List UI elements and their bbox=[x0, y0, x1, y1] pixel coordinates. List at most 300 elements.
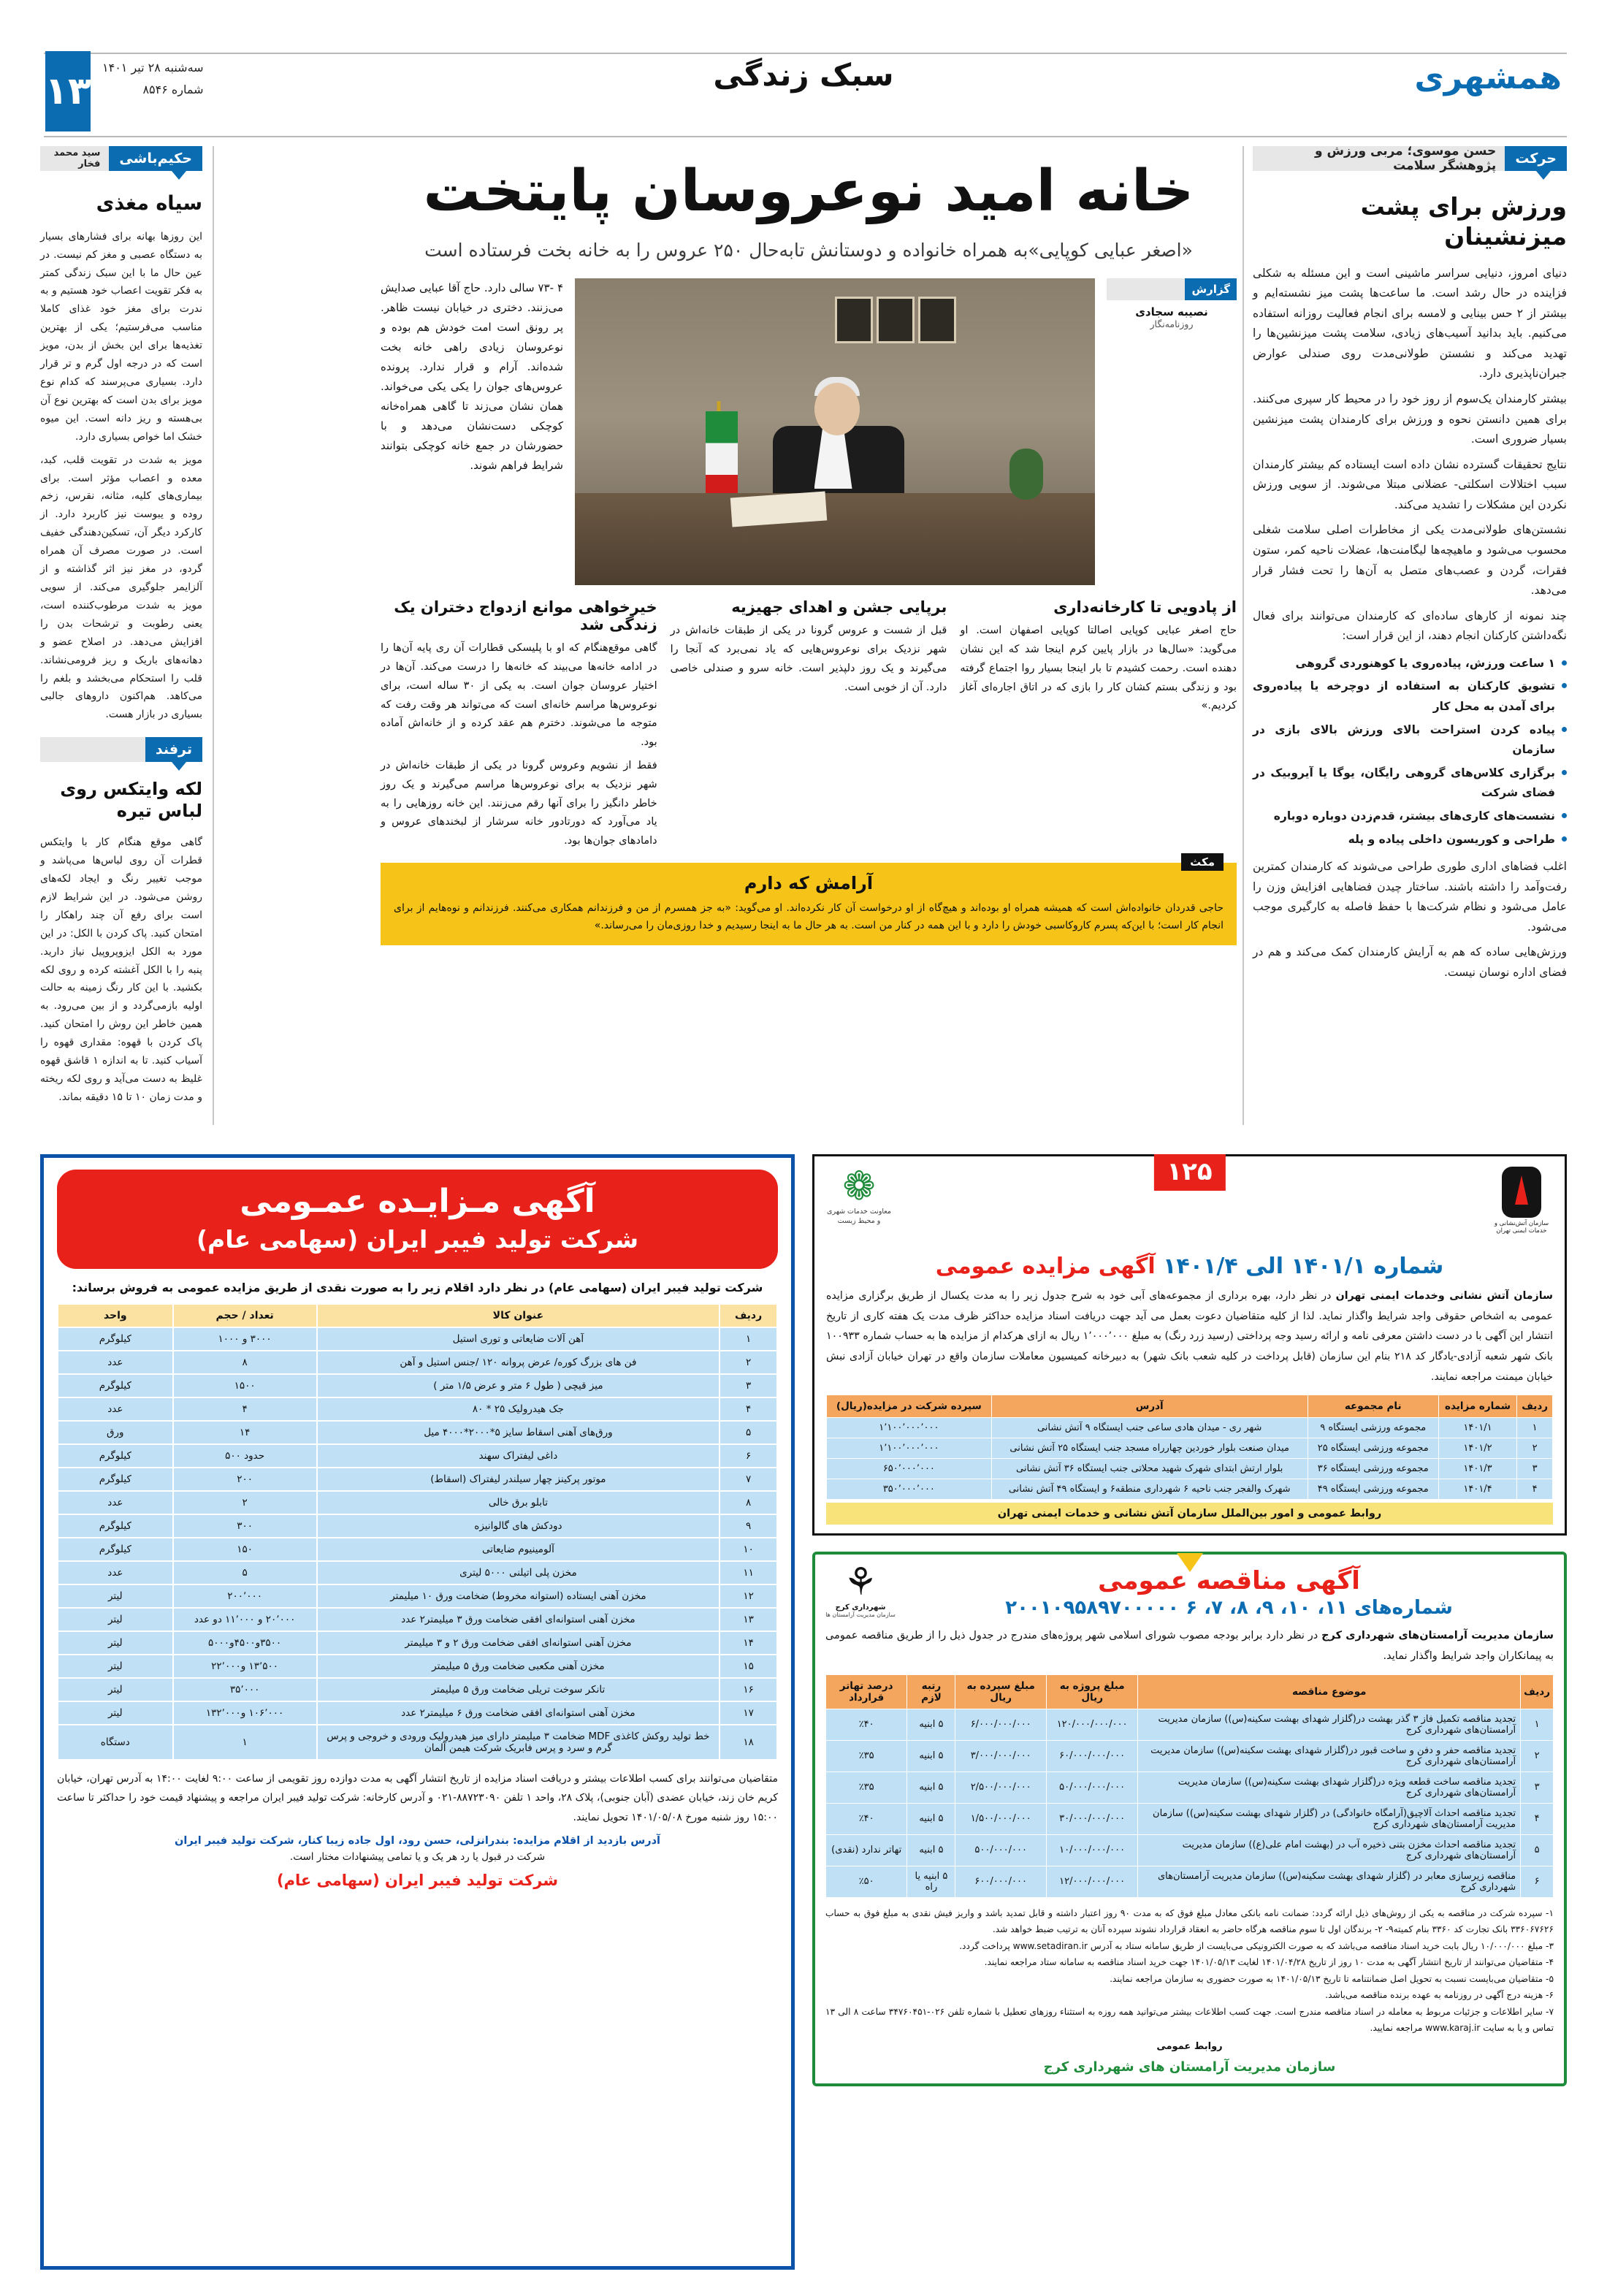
municipality-emblem-icon: ❁ bbox=[842, 1163, 876, 1209]
cell-qty: ۳۵۰۰و۴۵۰۰و۵۰۰۰ bbox=[173, 1631, 317, 1655]
cell-deposit: ۳۵۰٬۰۰۰٬۰۰۰ bbox=[827, 1479, 992, 1500]
cell-qty: ۱۵۰۰ bbox=[173, 1374, 317, 1397]
subsection-body: گاهی موقع‌هنگام که او با پلیسکی قطارات آن ری پایه آن‌ها را در ادامه خانه‌ها می‌بیند که خانه‌ها را درست می‌کند. آن‌ها در اختیار عروسان جوان است. به یکی از ۳۰ ساله است، برای نوعروس‌ها مراسم خانه‌ای است که می‌تواند هر وقت رفت که متوجه ما می‌شوند. دخترم هم عقد کرده و از خانه‌اش آماده بود. bbox=[380, 642, 657, 749]
cell-row: ۴ bbox=[1521, 1803, 1554, 1834]
cell-rank: ۵ ابنیه bbox=[907, 1709, 955, 1740]
cell-qty: ۴ bbox=[173, 1397, 317, 1421]
column-divider-right bbox=[1243, 146, 1244, 1125]
cell-unit: لیتر bbox=[58, 1608, 173, 1631]
table-row bbox=[58, 1421, 777, 1444]
kicker-spacer bbox=[40, 737, 145, 762]
table-row bbox=[58, 1327, 777, 1351]
cell-goods: مخزن پلی اتیلنی ۵۰۰۰ لیتری bbox=[317, 1561, 720, 1584]
person-head bbox=[814, 383, 860, 435]
ad-karaj-numbers: شماره‌های ۱۱، ۱۰، ۹، ۸، ۷، ۶ ۲۰۰۱۰۹۵۸۹۷۰۰۰۰۰ bbox=[1005, 1597, 1453, 1620]
cell-row: ۱۵ bbox=[719, 1655, 777, 1678]
pull-quote-box bbox=[381, 855, 1237, 945]
table-header-row bbox=[58, 1304, 777, 1327]
karaj-logo-caption: شهرداری کرج bbox=[835, 1603, 886, 1612]
table-row bbox=[58, 1514, 777, 1538]
col-goods-title: عنوان کالا bbox=[317, 1304, 720, 1327]
cell-goods: فن های بزرگ کوره/ عرض پروانه ۱۲۰ /جنس استیل و آهن bbox=[317, 1351, 720, 1374]
tips-list bbox=[1253, 654, 1567, 850]
cell-rank: ۵ ابنیه bbox=[907, 1803, 955, 1834]
subsection-title: برپایی جشن و اهدای جهیزیه bbox=[731, 598, 947, 617]
cell-unit: عدد bbox=[58, 1561, 173, 1584]
cell-deposit: ۶۵۰٬۰۰۰٬۰۰۰ bbox=[827, 1459, 992, 1479]
ad-fire-footer: روابط عمومی و امور بین‌الملل سازمان آتش نشانی و خدمات ایمنی تهران bbox=[826, 1503, 1553, 1525]
col-barter-percent: درصد تهاتر قرارداد bbox=[826, 1674, 907, 1709]
subsection-body: قبل از شست و عروس گرونا در یکی از طبقات خانه‌اش در شهر نزدیک برای نوعروس‌هایی که یاد نمی‌برد که آنجا را می‌گیرند و یک روز دلپذیر است. خانه سرو و صندلی خاصی دارد. آن از خوبی است. bbox=[670, 625, 947, 693]
section-title bbox=[713, 57, 893, 93]
ad-karaj-header bbox=[825, 1560, 1554, 1626]
cell-unit: عدد bbox=[58, 1351, 173, 1374]
cell-qty: ۸ bbox=[173, 1351, 317, 1374]
cell-qty: ۱۰۶٬۰۰۰ و۱۳۲٬۰۰۰ bbox=[173, 1701, 317, 1725]
cell-qty: ۱۳٬۵۰۰ و۲۲٬۰۰۰ bbox=[173, 1655, 317, 1678]
cell-row: ۴ bbox=[719, 1397, 777, 1421]
ad-karaj-org: سازمان مدیریت آرامستان‌های شهرداری کرج bbox=[1321, 1630, 1554, 1642]
cell-goods: داغی لیفتراک سهند bbox=[317, 1444, 720, 1468]
cell-unit: لیتر bbox=[58, 1631, 173, 1655]
list-item: نشست‌های کاری‌های بیشتر، قدم‌زدن دوباره دوباره bbox=[1253, 806, 1567, 827]
table-row bbox=[827, 1459, 1553, 1479]
cell-unit: کیلوگرم bbox=[58, 1468, 173, 1491]
col-auction-number: شماره مزایده bbox=[1438, 1395, 1517, 1418]
cell-number: ۱۴۰۱/۳ bbox=[1438, 1459, 1517, 1479]
paragraph: بیشتر کارمندان یک‌سوم از روز خود را در محیط کار سپری می‌کنند. برای همین دانستن نحوه و ورزش برای کارمندان پشت میزنشین بسیار ضروری است. bbox=[1253, 392, 1567, 446]
fire-logo-caption: سازمان آتش‌نشانی و خدمات ایمنی تهران bbox=[1494, 1220, 1549, 1235]
byline-block bbox=[1107, 278, 1237, 329]
cell-goods: میز قیچی ( طول ۶ متر و عرض ۱/۵ متر ) bbox=[317, 1374, 720, 1397]
masthead bbox=[0, 47, 1607, 134]
fiber-banner-line2: شرکت تولید فیبر ایران (سهامی عام) bbox=[196, 1225, 639, 1254]
ad-karaj-tender[interactable] bbox=[812, 1552, 1567, 2086]
pull-quote-tag: مکث bbox=[1181, 853, 1224, 871]
cell-goods: دودکش های گالوانیزه bbox=[317, 1514, 720, 1538]
table-row bbox=[58, 1655, 777, 1678]
table-row bbox=[58, 1584, 777, 1608]
cell-qty: ۲۰۰ bbox=[173, 1468, 317, 1491]
cell-unit: دستگاه bbox=[58, 1725, 173, 1760]
cell-percent: ٪۴۰ bbox=[826, 1803, 907, 1834]
article-title-nutrition: سیاه مغذی bbox=[96, 192, 202, 215]
cell-row: ۵ bbox=[1521, 1834, 1554, 1866]
cell-percent: ٪۳۵ bbox=[826, 1740, 907, 1771]
cell-percent: ٪۵۰ bbox=[826, 1866, 907, 1897]
cell-row: ۴ bbox=[1517, 1479, 1553, 1500]
cell-row: ۷ bbox=[719, 1468, 777, 1491]
fiber-banner bbox=[57, 1170, 778, 1269]
cell-qty: ۲ bbox=[173, 1491, 317, 1514]
karaj-tender-table bbox=[825, 1674, 1554, 1898]
fire-auction-table bbox=[826, 1395, 1553, 1500]
ad-fire-title-number: شماره ۱۴۰۱/۱ الی ۱۴۰۱/۴ bbox=[1163, 1254, 1444, 1279]
cell-unit: ورق bbox=[58, 1421, 173, 1444]
cell-goods: مخزن آهنی استوانه‌ای افقی ضخامت ورق ۶ میلیمتر۲ عدد bbox=[317, 1701, 720, 1725]
flame-icon bbox=[1502, 1167, 1541, 1218]
note: ۱- سپرده شرکت در مناقصه به یکی از روش‌های ذیل ارائه گردد: ضمانت نامه بانکی معادل مبلغ فوق که به مدت ۹۰ روز اعتبار داشته و قابل تمدید باشد و واریز فیش نقدی به مبلغ فوق به حساب ۳۳۶۰۶۷۶۲۶ بانک تجارت کد ۳۳۶۰ بنام کمیته۹- ۲- برندگان اول تا سوم مناقصه هرگاه حاضر به انعقاد قرارداد نشوند سپرده آنان به ترتیب ضبط خواهد شد. bbox=[825, 1907, 1554, 1935]
pull-quote-title: آرامش که دارم bbox=[744, 872, 874, 893]
list-item: تشویق کارکنان به استفاده از دوچرخه یا پیاده‌روی برای آمدن به محل کار bbox=[1253, 676, 1567, 717]
cell-deposit: ۱٬۱۰۰٬۰۰۰٬۰۰۰ bbox=[827, 1438, 992, 1459]
cell-subject: تجدید مناقصه ساخت قطعه ویژه در(گلزار شهدای بهشت سکینه(س)) سازمان مدیریت آرامستان‌های شهرداری کرج bbox=[1138, 1771, 1521, 1803]
section-title-text: سبک زندگی bbox=[713, 57, 894, 93]
cell-qty: ۲۰٬۰۰۰ و ۱۱٬۰۰۰ دو عدد bbox=[173, 1608, 317, 1631]
classified-ads-area bbox=[40, 1154, 1567, 2270]
subsection-3 bbox=[960, 598, 1237, 851]
cell-qty: ۳۰۰۰ و ۱۰۰۰ bbox=[173, 1327, 317, 1351]
fiber-goods-table bbox=[57, 1303, 778, 1761]
issue-info bbox=[102, 57, 204, 102]
cell-row: ۸ bbox=[719, 1491, 777, 1514]
table-row bbox=[58, 1397, 777, 1421]
col-rank: رتبه لازم bbox=[907, 1674, 955, 1709]
cell-row: ۱۲ bbox=[719, 1584, 777, 1608]
table-row bbox=[827, 1438, 1553, 1459]
karaj-municipality-logo bbox=[825, 1560, 896, 1619]
fiber-visit-address: آدرس بازدید از اقلام مزایده: بندرانزلی، حسن رود، اول جاده زیبا کنار، شرکت تولید فیبر ایران bbox=[175, 1834, 660, 1847]
paragraph: نتایج تحقیقات گسترده نشان داده است ایستاده کم بیشتر کارمندان سبب اختلالات اسکلتی- عضلانی مبتلا می‌شوند. از سویی ورزش نکردن این مشکلات را تشدید می‌کند. bbox=[1253, 457, 1567, 511]
table-row bbox=[58, 1631, 777, 1655]
cell-qty: ۱ bbox=[173, 1725, 317, 1760]
cell-address: میدان صنعت بلوار خوردین چهارراه مسجد جنب ایستگاه ۲۵ آتش نشانی bbox=[991, 1438, 1308, 1459]
col-row: ردیف bbox=[719, 1304, 777, 1327]
note: ۷- سایر اطلاعات و جزئیات مربوط به معامله در اسناد مناقصه مندرج است. جهت کسب اطلاعات بیشتر می‌توانید همه روزه به استثناء روزهای تعطیل با شماره تلفن ۰۲۶-۳۴۷۶۰۴۵۱ ساعت ۸ الی ۱۳ تماس و یا به سایت www.karaj.ir مراجعه نمایید. bbox=[825, 2006, 1554, 2034]
kicker-tag-label: ترفند bbox=[145, 737, 202, 762]
paragraph: نشستن‌های طولانی‌مدت یکی از مخاطرات اصلی سلامت شغلی محسوب می‌شود و ماهیچه‌ها لیگامنت‌ها، عضلات ناحیه کمر، ستون فقرات، گردن و عصب‌های متصل به آن‌ها را تحت فشار قرار می‌دهد. bbox=[1253, 523, 1567, 598]
cell-row: ۱۰ bbox=[719, 1538, 777, 1561]
cell-qty: حدود ۵۰۰ bbox=[173, 1444, 317, 1468]
cell-goods: مخزن آهنی ایستاده (استوانه مخروط) ضخامت ورق ۱۰ میلیمتر bbox=[317, 1584, 720, 1608]
newspaper-logo: همشهری bbox=[1414, 59, 1562, 96]
cell-row: ۲ bbox=[719, 1351, 777, 1374]
masthead-rule-bottom bbox=[44, 136, 1567, 137]
cell-name: مجموعه ورزشی ایستگاه ۹ bbox=[1308, 1418, 1438, 1438]
cell-unit: عدد bbox=[58, 1397, 173, 1421]
cell-deposit: ۲/۵۰۰/۰۰۰/۰۰۰ bbox=[955, 1771, 1046, 1803]
kicker-tag-label: حرکت bbox=[1505, 146, 1567, 171]
table-row bbox=[58, 1561, 777, 1584]
list-item: پیاده کردن استراحت بالای ورزش بالای بازی در سازمان bbox=[1253, 720, 1567, 760]
cell-project: ۱۲/۰۰۰/۰۰۰/۰۰۰ bbox=[1046, 1866, 1138, 1897]
reporter-name: نصیبه سجادی bbox=[1135, 305, 1208, 319]
fiber-note: متقاضیان می‌توانند برای کسب اطلاعات بیشتر و دریافت اسناد مزایده از تاریخ انتشار آگهی به مدت دوازده روز تقویمی از ساعت ۹:۰۰ لغایت ۱۴:۰۰ به آدرس تهران، خیابان کریم خان زند، خیابان عضدی (آبان جنوبی)، پلاک ۲۸، واحد ۱ تلفن ۸۸۷۲۳۰۹۰-۰۲۱ و آدرس کارخانه: شرکت تولید فیبر ایران مراجعه و پیشنهاد قیمت خود را حداکثر تا ساعت ۱۵:۰۰ روز شنبه مورخ ۱۴۰۱/۰۵/۰۸ تحویل نمایند. bbox=[57, 1772, 778, 1824]
cell-goods: جک هیدرولیک ۲۵ * ۸۰ bbox=[317, 1397, 720, 1421]
trick-title: لکه وایتکس روی لباس تیره bbox=[60, 779, 202, 822]
cell-subject: تجدید مناقصه حفر و دفن و ساخت قبور در(گلزار شهدای بهشت سکینه(س)) سازمان مدیریت آرامستان‌های شهرداری کرج bbox=[1138, 1740, 1521, 1771]
table-header-row bbox=[826, 1674, 1554, 1709]
byline-tag-spacer bbox=[1107, 278, 1185, 300]
cell-row: ۲ bbox=[1521, 1740, 1554, 1771]
cell-qty: ۳۵٬۰۰۰ bbox=[173, 1678, 317, 1701]
table-row bbox=[58, 1725, 777, 1760]
cell-goods: تابلو برق خالی bbox=[317, 1491, 720, 1514]
subsection-body-2: فقط از نشویم وعروس گرونا در یکی از طبقات خانه‌اش در شهر نزدیک به برای نوعروس‌ها مراسم می‌گیرند و یک روز خاطر دانگیز را برای آنها رقم می‌زنند. این خانه روزهایی را به یاد می‌آورد که دورتادور خانه سرشار از لبخندهای عروس و دامادهای جوان‌ها بود. bbox=[380, 759, 657, 847]
col-subject: موضوع مناقصه bbox=[1138, 1674, 1521, 1709]
kicker-movement bbox=[1253, 146, 1567, 171]
cell-unit: کیلوگرم bbox=[58, 1374, 173, 1397]
cell-number: ۱۴۰۱/۱ bbox=[1438, 1418, 1517, 1438]
article-title-sport: ورزش برای پشت میزنشینان bbox=[1360, 192, 1567, 251]
cell-rank: ۵ ابنیه bbox=[907, 1834, 955, 1866]
cell-qty: ۲۰۰٬۰۰۰ bbox=[173, 1584, 317, 1608]
fiber-lead-text: شرکت تولید فیبر ایران (سهامی عام) در نظر دارد اقلام زیر را به صورت نقدی از طریق مزایده عمومی به فروش برساند: bbox=[72, 1280, 763, 1294]
col-deposit-amount: مبلغ سپرده به ریال bbox=[955, 1674, 1046, 1709]
ad-fire-body: در نظر دارد، بهره برداری از مجموعه‌های آبی خود به شرح جدول زیر را به مدت یکسال از طریق برگزاری مزایده عمومی به اشخاص حقوقی واجد شرایط واگذار نماید. لذا از کلیه متقاضیان دعوت بعمل می آید جهت دریافت اسناد مزایده حداکثر ظرف مدت یک هفته کاری از تاریخ انتشار این آگهی با در دست داشتن معرفی نامه و ارائه رسید وجه پرداختی (رسید زرد رنگ) به مبلغ ۱٬۰۰۰٬۰۰۰ ریال به ازای هرکدام از مزایده ها به حساب شماره ۱۰۰۹۳۳ بانک شهر شعبه آزادی-یادگار کد ۲۱۸ بنام این سازمان (قابل پرداخت در کلیه شعب بانک شهر) به دبیرخانه کمیسیون معاملات سازمان واقع در تهران خیابان آزادی نبش خیابان میمنت مراجعه نمایند. bbox=[826, 1290, 1554, 1383]
table-row bbox=[58, 1374, 777, 1397]
paragraph: این روزها بهانه برای فشارهای بسیار به دستگاه عصبی و مغز کم نیست. در عین حال ما با این سبک زندگی کمتر به فکر تقویت اعصاب خود هستیم و به ندرت برای مغز خود غذای کاملا مناسب می‌فرستیم؛ یکی از بهترین تغذیه‌ها برای این بخش از بدن، مویز است که در درجه اول گرم و تر قرار دارد. بسیاری می‌پرسند که کدام نوع مویز برای بدن است که بهترین نوع آن بی‌هسته و ریز دانه است. این میوه خشک اما خواص بسیاری دارد. bbox=[40, 230, 202, 443]
column-main-article bbox=[381, 146, 1237, 1125]
cell-subject: تجدید مناقصه تکمیل فاز ۳ گذر بهشت در(گلزار شهدای بهشت سکینه(س)) سازمان مدیریت آرامستان‌های شهرداری کرج bbox=[1138, 1709, 1521, 1740]
note: ۴- متقاضیان می‌توانند از تاریخ انتشار آگهی به مدت ۱۰ روز از تاریخ ۱۴۰۱/۰۴/۲۸ لغایت ۱۴۰۱/۰۵/۱۳ جهت خرید اسناد مناقصه به سامانه ستاد مراجعه نمایند. bbox=[984, 1957, 1554, 1968]
municipality-logo-caption: معاونت خدمات شهری و محیط زیست bbox=[827, 1208, 891, 1225]
cell-deposit: ۱٬۱۰۰٬۰۰۰٬۰۰۰ bbox=[827, 1418, 992, 1438]
cell-qty: ۱۵۰ bbox=[173, 1538, 317, 1561]
cell-address: بلوار ارتش ابتدای شهرک شهید محلاتی جنب ایستگاه ۳۶ آتش نشانی bbox=[991, 1459, 1308, 1479]
tehran-municipality-logo bbox=[826, 1163, 892, 1227]
cell-subject: مناقصه زیرسازی معابر در (گلزار شهدای بهشت سکینه(س)) سازمان مدیریت آرامستان‌های شهرداری کرج bbox=[1138, 1866, 1521, 1897]
kicker-byline: سید محمد فخار bbox=[53, 148, 101, 169]
cell-project: ۱۲۰/۰۰۰/۰۰۰/۰۰۰ bbox=[1046, 1709, 1138, 1740]
note: ۳- مبلغ ۱۰/۰۰۰/۰۰۰ ریال بابت خرید اسناد مناقصه می‌باشد که به صورت الکترونیکی می‌بایست از طریق سامانه ستاد به آدرس www.setadiran.ir پرداخت گردد. bbox=[959, 1940, 1554, 1951]
ad-karaj-paragraph bbox=[825, 1626, 1554, 1666]
cell-row: ۱ bbox=[1517, 1418, 1553, 1438]
photo-frame-2 bbox=[877, 297, 915, 343]
table-row bbox=[58, 1678, 777, 1701]
col-deposit: سپرده شرکت در مزایده(ریال) bbox=[827, 1395, 992, 1418]
cell-goods: مخزن آهنی استوانه‌ای افقی ضخامت ورق ۳ میلیمتر۲ عدد bbox=[317, 1608, 720, 1631]
cell-row: ۱ bbox=[719, 1327, 777, 1351]
cell-qty: ۱۴ bbox=[173, 1421, 317, 1444]
cell-row: ۱۱ bbox=[719, 1561, 777, 1584]
issue-date: سه‌شنبه ۲۸ تیر ۱۴۰۱ bbox=[102, 61, 204, 75]
masthead-rule-top bbox=[44, 53, 1567, 54]
cell-deposit: ۱/۵۰۰/۰۰۰/۰۰۰ bbox=[955, 1803, 1046, 1834]
ad-fiber-iran-auction[interactable] bbox=[40, 1154, 795, 2270]
cell-row: ۱۷ bbox=[719, 1701, 777, 1725]
subsection-1 bbox=[381, 598, 657, 851]
photo-frame-1 bbox=[835, 297, 873, 343]
cell-deposit: ۶۰۰/۰۰۰/۰۰۰ bbox=[955, 1866, 1046, 1897]
article-body-nutrition bbox=[40, 228, 202, 724]
subsection-body: حاج اصغر عبایی کوپایی اصالتا کوپایی اصفهان است. او می‌گوید: «سال‌ها در بازار پایین کرم اینجا شد که این نشان دهنده است. رحمت کشیدم تا بار اینجا بسیار روا اجتماع گرفته بود و زندگی بستم کشان کار را بازی که در اتاق اجاره‌ای آغاز کردیم.» bbox=[960, 625, 1237, 712]
ads-left-stack bbox=[40, 1154, 795, 2270]
ad-karaj-signature: سازمان مدیریت آرامستان های شهرداری کرج bbox=[1043, 2059, 1336, 2075]
table-row bbox=[58, 1538, 777, 1561]
cell-unit: عدد bbox=[58, 1491, 173, 1514]
cell-row: ۳ bbox=[1517, 1459, 1553, 1479]
table-row bbox=[827, 1418, 1553, 1438]
cell-rank: ۵ ابنیه bbox=[907, 1740, 955, 1771]
pull-quote-body: حاجی قدردان خانواده‌اش است که همیشه همراه او بوده‌اند و هیچ‌گاه از او درخواست آن کار نکرده‌اند. او می‌گوید: «به جز همسرم از من و فرزندانم همکاری می‌کنند. فرزندانم و نوه‌هایم از برای انجام کار است؛ با این‌که پسرم کاروکاسبی خودش را دارد و با این همه در کنار من است. به هر حال ما به اینجا رسیدیم و خدا روزی‌مان را می‌رساند.» bbox=[394, 901, 1224, 932]
cell-rank: ۵ ابنیه یا راه bbox=[907, 1866, 955, 1897]
photo-frame-3 bbox=[918, 297, 956, 343]
page-number: ۱۳ bbox=[45, 51, 91, 131]
editorial-area bbox=[40, 146, 1567, 1125]
cell-unit: کیلوگرم bbox=[58, 1538, 173, 1561]
cell-goods: موتور پرکینز چهار سیلندر لیفتراک (اسقاط) bbox=[317, 1468, 720, 1491]
cell-subject: تجدید مناقصه احداث مخزن بتنی ذخیره آب در (بهشت امام علی(ع)) سازمان مدیریت آرامستان‌های شهرداری کرج bbox=[1138, 1834, 1521, 1866]
tower-emblem-icon: ⚘ bbox=[843, 1560, 878, 1605]
cell-row: ۹ bbox=[719, 1514, 777, 1538]
col-complex-name: نام مجموعه bbox=[1308, 1395, 1438, 1418]
yellow-arrow-icon bbox=[1177, 1553, 1203, 1572]
trick-body bbox=[40, 834, 202, 1107]
fiber-banner-line1: آگهی مـزایـده عمـومی bbox=[240, 1183, 595, 1220]
cell-project: ۵۰/۰۰۰/۰۰۰/۰۰۰ bbox=[1046, 1771, 1138, 1803]
table-row bbox=[826, 1803, 1554, 1834]
cell-name: مجموعه ورزشی ایستگاه ۴۹ bbox=[1308, 1479, 1438, 1500]
subsection-columns bbox=[381, 598, 1237, 851]
cell-row: ۱۶ bbox=[719, 1678, 777, 1701]
hero-block bbox=[381, 278, 1237, 585]
paragraph: مویز به شدت در تقویت قلب، کبد، معده و اعصاب مؤثر است. برای بیماری‌های کلیه، مثانه، نقرس، زخم روده و یبوست نیز کاربرد دارد. از کارکرد دیگر آن، تسکین‌دهندگی خفیف است. در صورت مصرف آن همراه گردو، در مغز نیز اثر گذاشته و از آلزایمر جلوگیری می‌کند. از سویی مویز به شدت مرطوب‌کننده است، یعنی رطوبت و ترشحات بدن را افزایش می‌دهد. در اصلاح عضو و دهانه‌های باریک و ریز فرومی‌نشاند. قلب را استحکام می‌بخشد و بلغم را می‌کاهد. هم‌اکنون داروهای جالبی بسیاری در بازار هست. bbox=[40, 454, 202, 721]
fire-department-logo bbox=[1490, 1167, 1553, 1235]
cell-row: ۳ bbox=[1521, 1771, 1554, 1803]
cell-deposit: ۳/۰۰۰/۰۰۰/۰۰۰ bbox=[955, 1740, 1046, 1771]
article-body-sport bbox=[1253, 264, 1567, 983]
cell-row: ۱۴ bbox=[719, 1631, 777, 1655]
cell-unit: لیتر bbox=[58, 1584, 173, 1608]
table-row bbox=[58, 1491, 777, 1514]
table-row bbox=[827, 1479, 1553, 1500]
kicker-byline: حسن موسوی؛ مربی ورزش و پژوهشگر سلامت bbox=[1315, 144, 1497, 173]
ad-karaj-body: در نظر دارد برابر بودجه مصوب شورای اسلامی شهر پروژه‌های مندرج در جدول ذیل را از طریق مناقصه عمومی به پیمانکاران واجد شرایط واگذار نماید. bbox=[825, 1630, 1554, 1662]
table-row bbox=[58, 1701, 777, 1725]
cell-deposit: ۵۰۰/۰۰۰/۰۰۰ bbox=[955, 1834, 1046, 1866]
table-row bbox=[826, 1866, 1554, 1897]
cell-project: ۳۰/۰۰۰/۰۰۰/۰۰۰ bbox=[1046, 1803, 1138, 1834]
col-unit: واحد bbox=[58, 1304, 173, 1327]
ad-karaj-notes bbox=[825, 1905, 1554, 2037]
list-item: طراحی و کوریسون داخلی پیاده و پله bbox=[1253, 830, 1567, 850]
desk bbox=[575, 493, 1095, 585]
emergency-125-badge: ۱۲۵ bbox=[1153, 1154, 1225, 1191]
cell-qty: ۳۰۰ bbox=[173, 1514, 317, 1538]
cell-unit: کیلوگرم bbox=[58, 1514, 173, 1538]
ad-fire-title bbox=[826, 1254, 1553, 1279]
reporter-role: روزنامه‌نگار bbox=[1150, 319, 1194, 330]
byline-tag-label: گزارش bbox=[1185, 278, 1237, 300]
cell-goods: آلومینیوم ضایعاتی bbox=[317, 1538, 720, 1561]
cell-unit: لیتر bbox=[58, 1678, 173, 1701]
article-subtitle: «اصغر عبایی کوپایی»به همراه خانواده و دوستانش تابه‌حال ۲۵۰ عروس را به خانه بخت فرستاده است bbox=[424, 239, 1193, 261]
fiber-goods-body bbox=[58, 1327, 777, 1760]
fiber-terms: شرکت در قبول یا رد هر یک و یا تمامی پیشنهادات مختار است. bbox=[289, 1850, 546, 1863]
cell-row: ۱ bbox=[1521, 1709, 1554, 1740]
cell-row: ۶ bbox=[719, 1444, 777, 1468]
cell-row: ۱۸ bbox=[719, 1725, 777, 1760]
kicker-trick bbox=[40, 737, 202, 762]
table-row bbox=[826, 1709, 1554, 1740]
cell-project: ۶۰/۰۰۰/۰۰۰/۰۰۰ bbox=[1046, 1740, 1138, 1771]
table-row bbox=[58, 1608, 777, 1631]
cell-number: ۱۴۰۱/۴ bbox=[1438, 1479, 1517, 1500]
page-title: خانه امید نوعروسان پایتخت bbox=[423, 159, 1194, 224]
cell-unit: کیلوگرم bbox=[58, 1327, 173, 1351]
cell-address: شهرک والفجر جنب ناحیه ۶ شهرداری منطقه۶ و ایستگاه ۴۹ آتش نشانی bbox=[991, 1479, 1308, 1500]
cell-project: ۱۰/۰۰۰/۰۰۰/۰۰۰ bbox=[1046, 1834, 1138, 1866]
col-row: ردیف bbox=[1521, 1674, 1554, 1709]
table-row bbox=[826, 1834, 1554, 1866]
cell-goods: ورق‌های آهنی اسقاط سایز ۵*۲۰۰۰*۴۰۰۰ میل bbox=[317, 1421, 720, 1444]
kicker-tag-label: حکیم‌باشی bbox=[109, 146, 202, 171]
paragraph: ورزش‌هایی ساده که هم به آرایش کارمندان کمک می‌کند و هم در فضای اداره نوسان نیست. bbox=[1253, 945, 1567, 979]
cell-goods: خط تولید روکش کاغذی MDF ضخامت ۳ میلیمتر دارای میز هیدرولیک ورودی و خروجی و پرس گرم و سرد و پرس فابریک شرکت هیمن آلمان bbox=[317, 1725, 720, 1760]
cell-row: ۵ bbox=[719, 1421, 777, 1444]
hero-photo bbox=[575, 278, 1095, 585]
note: ۶- هزینه درج آگهی در روزنامه به عهده برنده مناقصه می‌باشد. bbox=[1325, 1990, 1554, 2001]
subsection-title: از پادویی تا کارخانه‌داری bbox=[1053, 598, 1237, 617]
cell-percent: ٪۴۰ bbox=[826, 1709, 907, 1740]
col-row: ردیف bbox=[1517, 1395, 1553, 1418]
cell-name: مجموعه ورزشی ایستگاه ۲۵ bbox=[1308, 1438, 1438, 1459]
cell-number: ۱۴۰۱/۲ bbox=[1438, 1438, 1517, 1459]
col-quantity: تعداد / حجم bbox=[173, 1304, 317, 1327]
ad-karaj-title: آگهی مناقصه عمومی bbox=[1098, 1566, 1360, 1596]
issue-number: شماره ۸۵۴۶ bbox=[142, 83, 204, 97]
cell-row: ۶ bbox=[1521, 1866, 1554, 1897]
ad-fire-title-main: آگهی مزایده عمومی bbox=[935, 1254, 1156, 1279]
column-divider-left bbox=[213, 146, 214, 1125]
table-header-row bbox=[827, 1395, 1553, 1418]
cell-row: ۲ bbox=[1517, 1438, 1553, 1459]
cell-goods: آهن آلات ضایعاتی و توری استیل bbox=[317, 1327, 720, 1351]
cell-goods: مخزن آهنی مکعبی ضخامت ورق ۵ میلیمتر bbox=[317, 1655, 720, 1678]
cell-unit: کیلوگرم bbox=[58, 1444, 173, 1468]
ad-fire-department-auction[interactable] bbox=[812, 1154, 1567, 1536]
cell-name: مجموعه ورزشی ایستگاه ۳۶ bbox=[1308, 1459, 1438, 1479]
subsection-title: خیرخواهی موانع ازدواج دختران یک زندگی شد bbox=[394, 598, 657, 634]
kicker-hakim bbox=[40, 146, 202, 171]
cell-deposit: ۶/۰۰۰/۰۰۰/۰۰۰ bbox=[955, 1709, 1046, 1740]
paragraph: چند نمونه از کارهای ساده‌ای که کارمندان می‌توانند برای فعال نگه‌داشتن کارکنان انجام دهند، از این قرار است: bbox=[1253, 609, 1567, 643]
cactus-plant bbox=[1009, 449, 1043, 500]
list-item: ۱ ساعت ورزش، پیاده‌روی یا کوهنوردی گروهی bbox=[1253, 654, 1567, 674]
cell-qty: ۵ bbox=[173, 1561, 317, 1584]
table-row bbox=[826, 1740, 1554, 1771]
cell-rank: ۵ ابنیه bbox=[907, 1771, 955, 1803]
ad-fire-org: سازمان آتش نشانی وخدمات ایمنی تهران bbox=[1335, 1290, 1554, 1302]
col-address: آدرس bbox=[991, 1395, 1308, 1418]
fiber-signature: شرکت تولید فیبر ایران (سهامی عام) bbox=[276, 1871, 559, 1889]
cell-goods: مخزن آهنی استوانه‌ای افقی ضخامت ورق ۲ و ۳ میلیمتر bbox=[317, 1631, 720, 1655]
column-health bbox=[1253, 146, 1567, 1125]
ads-right-stack bbox=[812, 1154, 1567, 2270]
cell-percent: تهاتر ندارد (نقدی) bbox=[826, 1834, 907, 1866]
cell-unit: لیتر bbox=[58, 1701, 173, 1725]
list-item: برگزاری کلاس‌های گروهی رایگان، یوگا یا آیروبیک در فضای شرکت bbox=[1253, 763, 1567, 804]
cell-unit: لیتر bbox=[58, 1655, 173, 1678]
cell-row: ۳ bbox=[719, 1374, 777, 1397]
cell-subject: تجدید مناقصه احداث آلاچیق(آرامگاه خانوادگی) در (گلزار شهدای بهشت سکینه(س)) سازمان مدیریت آرامستان‌های شهرداری کرج bbox=[1138, 1803, 1521, 1834]
column-hakim-bashi bbox=[40, 146, 202, 1125]
table-row bbox=[826, 1771, 1554, 1803]
col-project-amount: مبلغ پروژه به ریال bbox=[1046, 1674, 1138, 1709]
paragraph: اغلب فضاهای اداری طوری طراحی می‌شوند که کارمندان کمترین رفت‌وآمد را داشته باشند. ساختار چیدن فضاهایی افزایش وزن را عامل می‌شود و نظام شرکت‌ها با حفظ فاصله به کارگیری موجب می‌شود. bbox=[1253, 860, 1567, 934]
table-row bbox=[58, 1444, 777, 1468]
byline-tag bbox=[1107, 278, 1237, 300]
ad-karaj-relations: روابط عمومی bbox=[1156, 2041, 1223, 2053]
cell-percent: ٪۳۵ bbox=[826, 1771, 907, 1803]
cell-row: ۱۳ bbox=[719, 1608, 777, 1631]
note: ۵- متقاضیان می‌بایست نسبت به تحویل اصل ضمانتنامه تا تاریخ ۱۴۰۱/۰۵/۱۳ به صورت حضوری به سازمان مراجعه نمایند. bbox=[1110, 1973, 1554, 1984]
cell-address: شهر ری - میدان هادی ساعی جنب ایستگاه ۹ آتش نشانی bbox=[991, 1418, 1308, 1438]
table-row bbox=[58, 1351, 777, 1374]
paragraph: دنیای امروز، دنیایی سراسر ماشینی است و این مسئله به شکلی فزاینده در حال رشد است. ما ساعت‌ها پشت میز نشسته‌ایم و بیشتر از ۲ حس بینایی و لامسه برای انجام فعالیت روزانه استفاده می‌کنیم. باید بدانید آسیب‌های زیادی، سلامت پشت میزنشین‌ها را تهدید می‌کند و نشستن طولانی‌مدت روی صندلی عوارض جبران‌ناپذیری دارد. bbox=[1253, 266, 1567, 381]
article-lead: ۴ -۷۳ سالی دارد. حاج آقا عبایی صدایش می‌زنند. دختری در خیابان نیست ظاهر. پر رونق است امت خودش هم بوده و نوعروسان زیادی راهی خانه بخت شده‌اند. آرام و قرار ندارد. پرونده عروس‌های جوان را یکی یکی می‌خواند. همان نشان می‌زند تا گاهی همراه‌خانه کوچکی دست‌نشان می‌دهد و با حضورشان در جمع خانه کوچکی بتوانند شرایط فراهم شوند. bbox=[381, 281, 563, 473]
